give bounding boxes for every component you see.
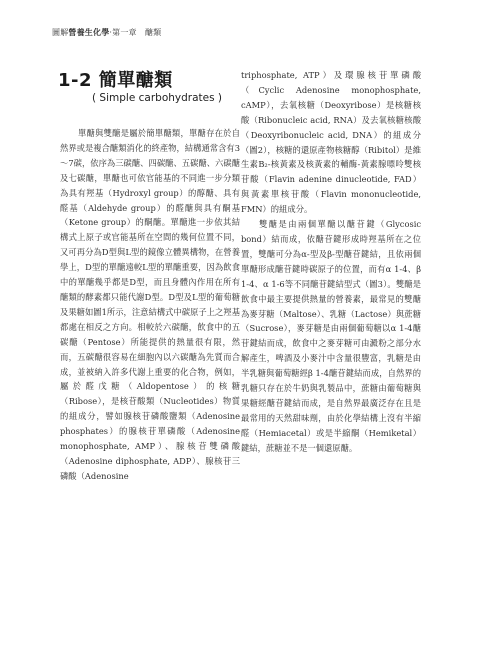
- section-title: 1-2 簡單醣類: [58, 70, 173, 91]
- header-prefix: 圖解: [52, 28, 69, 37]
- right-column: [241, 68, 421, 456]
- section-subtitle: ( Simple carbohydrates ): [92, 92, 223, 104]
- left-column-paragraph: 單醣與雙醣是屬於簡單醣類，單醣存在於自然界或是複合醣類消化的終產物，結構通常含有3～7碳，依序為三碳醣、四碳醣、五碳醣、六碳醣及七碳醣，單醣也可依官能基的不同進一步分類為具有羥基（Hydroxyl group）的醇醣、具有醛基（Aldehyde group）的醛醣與具有酮基（Ketone group）的酮醣。單醣進一步依其結構式上原子或官能基所在空間的幾何位置不同，又可再分為D型與L型的鏡像立體異構物，在營養學上，D型的單醣遠較L型的單醣重要，因為飲食中的單醣幾乎都是D型，而且身體內作用在所有醣類的酵素都只能代謝D型。D型及L型的葡萄糖及果糖如圖1所示，注意結構式中碳原子上之羥基都處在相反之方向。相較於六碳醣，飲食中的五碳醣（Pentose）所能提供的熱量很有限，然而，五碳醣很容易在細胞內以六碳醣為先質而合成，並被納入許多代謝上重要的化合物，例如，屬於醛戊糖（Aldopentose）的核糖（Ribose），是核苷酸類（Nucleotides）物質的組成分，譬如腺核苷磷酸鹽類（Adenosine phosphates）的腺核苷單磷酸（Adenosine monophosphate, AMP）、腺核苷雙磷酸（Adenosine diphosphate, ADP）、腺核苷三磷酸（Adenosine: [60, 128, 240, 481]
- header-book-title: 營養生化學: [68, 28, 110, 37]
- header-chapter: ‧第一章 醣類: [109, 28, 162, 37]
- left-column: [60, 126, 240, 484]
- right-column-paragraph-1: triphosphate, ATP）及環腺核苷單磷酸（Cyclic Adenosine monophosphate, cAMP），去氧核糖（Deoxyribose）是核糖核酸（Ribonucleic acid, RNA）及去氧核糖核酸（Deoxyribonucleic acid, DNA）的組成分（圖2），核糖的還原產物核糖醇（Ribitol）是維生素B₂-核黃素及核黃素的輔酶-黃素腺嘌呤雙核苷酸（Flavin adenine dinucleotide, FAD）與黃素單核苷酸（Flavin mononucleotide, FMN）的組成分。: [241, 70, 421, 215]
- right-column-paragraph-2: 雙醣是由兩個單醣以醣苷鍵（Glycosic bond）結而成，依醣苷鍵形成時羥基所在之位置，雙醣可分為α-型及β-型醣苷鍵結，且依兩個單醣形成醣苷鍵時碳原子的位置，而有α 1-4、β 1-4、α 1-6等不同醣苷鍵結型式（圖3）。雙醣是飲食中最主要提供熱量的營養素，最常見的雙醣為麥芽糖（Maltose）、乳糖（Lactose）與蔗糖（Sucrose），麥芽糖是由兩個葡萄糖以α 1-4醣苷鍵結而成，飲食中之麥芽糖可由澱粉之部分水解產生，啤酒及小麥汁中含量很豐富，乳糖是由半乳糖與葡萄糖經β 1-4醣苷鍵結而成，自然界的乳糖只存在於牛奶與乳製品中，蔗糖由葡萄糖與果糖經醣苷鍵結而成，是自然界最廣泛存在且是最常用的天然甜味劑，由於化學結構上沒有半縮醛（Hemiacetal）或是半縮酮（Hemiketal）鍵結，蔗糖並不是一個還原醣。: [241, 219, 421, 453]
- running-header: [52, 27, 161, 38]
